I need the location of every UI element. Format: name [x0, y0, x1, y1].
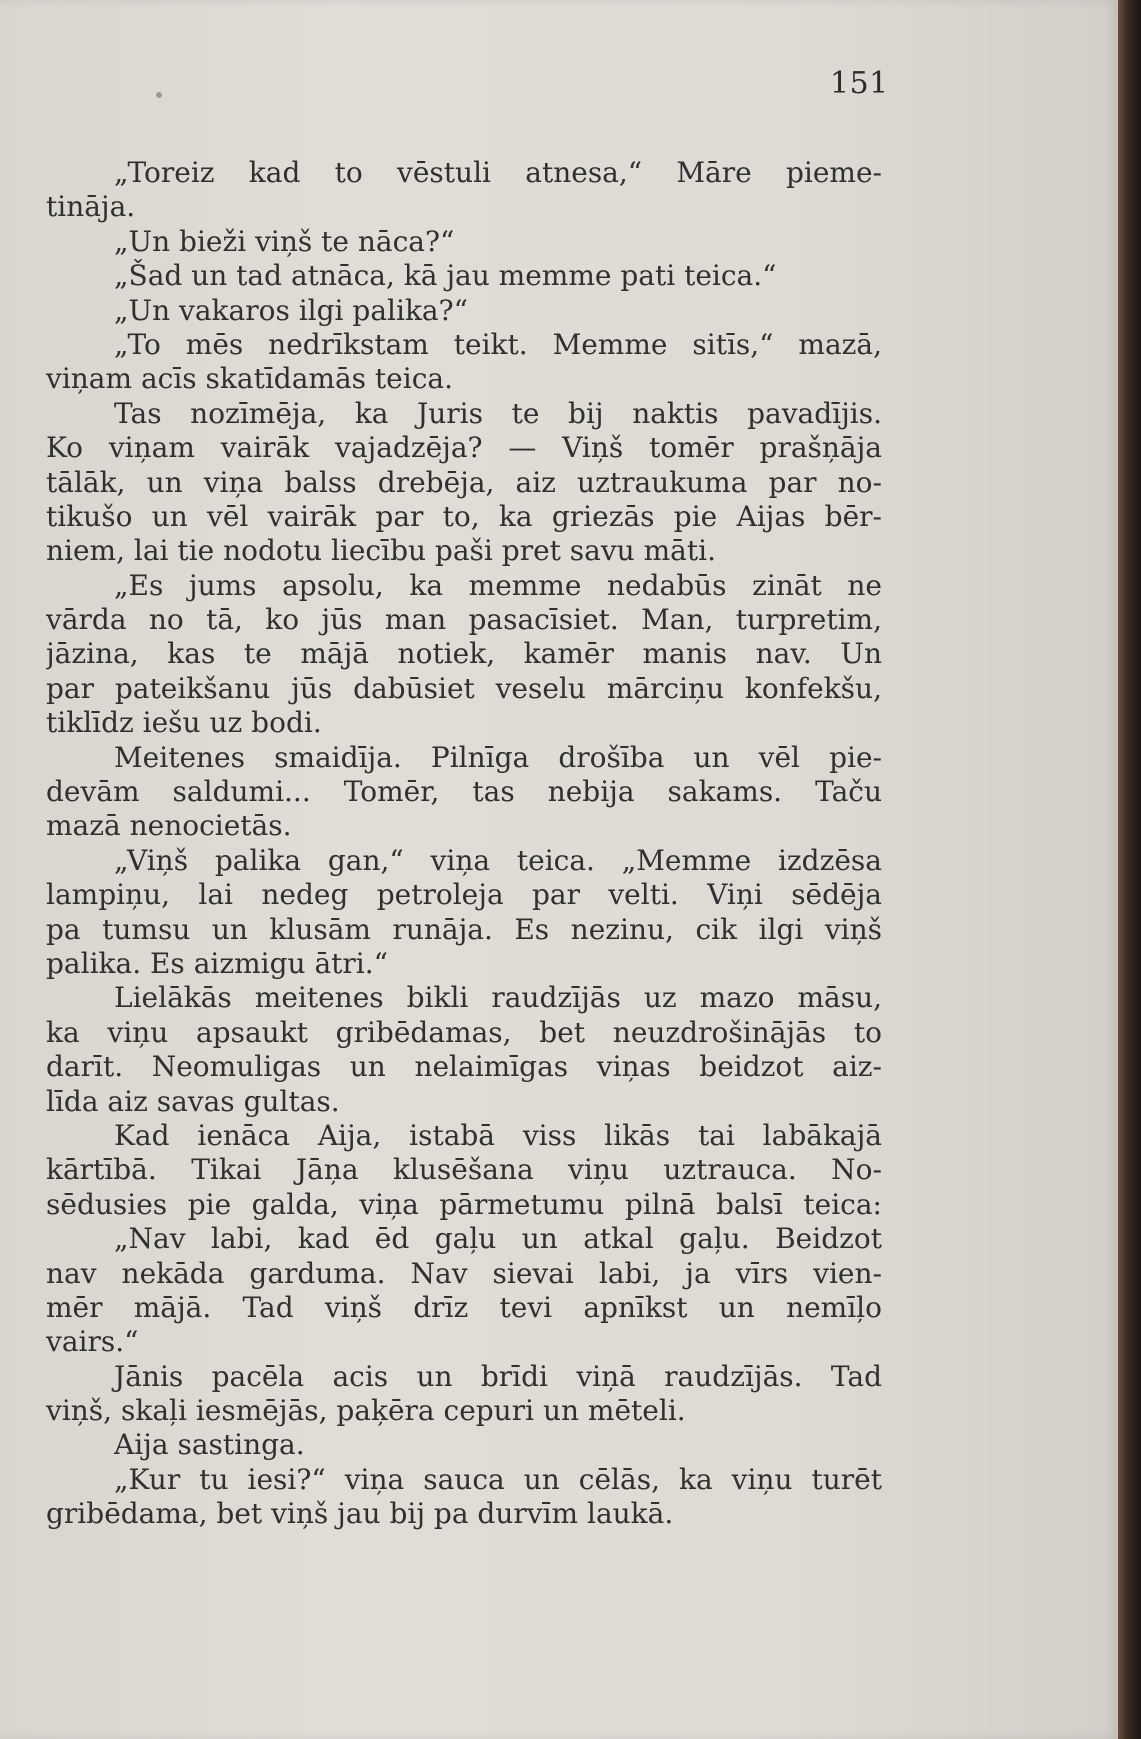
text-line: „Un vakaros ilgi palika?“	[114, 293, 468, 327]
text-line: „Viņš palika gan,“ viņa teica. „Memme izdzēsa	[114, 843, 882, 877]
book-spine-edge	[1118, 0, 1141, 1739]
text-line: sēdusies pie galda, viņa pārmetumu pilnā balsī teica:	[46, 1187, 882, 1221]
text-line: viņš, skaļi iesmējās, paķēra cepuri un mēteli.	[46, 1394, 686, 1428]
page-number: 151	[830, 66, 889, 101]
text-line: mazā nenocietās.	[46, 809, 292, 843]
text-line: par pateikšanu jūs dabūsiet veselu mārciņu konfekšu,	[46, 671, 882, 705]
text-line: „Es jums apsolu, ka memme nedabūs zināt ne	[114, 568, 882, 602]
text-line: Lielākās meitenes bikli raudzījās uz mazo māsu,	[114, 981, 882, 1015]
body-text	[46, 156, 882, 1532]
text-line: „Nav labi, kad ēd gaļu un atkal gaļu. Beidzot	[114, 1222, 882, 1256]
text-line: jāzina, kas te mājā notiek, kamēr manis nav. Un	[46, 637, 882, 671]
text-line: „Toreiz kad to vēstuli atnesa,“ Māre pieme-	[114, 156, 882, 189]
text-line: līda aiz savas gultas.	[46, 1084, 340, 1118]
text-line: darīt. Neomuligas un nelaimīgas viņas beidzot aiz-	[46, 1050, 882, 1084]
text-line: vairs.“	[46, 1325, 139, 1359]
text-line: Tas nozīmēja, ka Juris te bij naktis pavadījis.	[114, 396, 882, 430]
text-line: „Un bieži viņš te nāca?“	[114, 224, 455, 258]
text-line: „Šad un tad atnāca, kā jau memme pati teica.“	[114, 259, 777, 293]
text-line: pa tumsu un klusām runāja. Es nezinu, cik ilgi viņš	[46, 912, 882, 946]
text-line: Aija sastinga.	[114, 1428, 305, 1462]
text-line: niem, lai tie nodotu liecību paši pret savu māti.	[46, 534, 716, 568]
text-line: tālāk, un viņa balss drebēja, aiz uztraukuma par no-	[46, 465, 882, 499]
text-line: ka viņu apsaukt gribēdamas, bet neuzdrošinājās to	[46, 1015, 882, 1049]
text-line: tiklīdz iešu uz bodi.	[46, 706, 322, 740]
text-line: „Kur tu iesi?“ viņa sauca un cēlās, ka viņu turēt	[114, 1462, 882, 1496]
text-line: Ko viņam vairāk vajadzēja? — Viņš tomēr prašņāja	[46, 431, 882, 465]
text-line: tikušo un vēl vairāk par to, ka griezās pie Aijas bēr-	[46, 499, 882, 533]
text-line: nav nekāda garduma. Nav sievai labi, ja vīrs vien-	[46, 1256, 882, 1290]
text-line: gribēdama, bet viņš jau bij pa durvīm laukā.	[46, 1497, 674, 1531]
text-line: mēr mājā. Tad viņš drīz tevi apnīkst un nemīļo	[46, 1290, 882, 1324]
text-line: kārtībā. Tikai Jāņa klusēšana viņu uztrauca. No-	[46, 1153, 882, 1187]
text-line: Meitenes smaidīja. Pilnīga drošība un vēl pie-	[114, 740, 882, 774]
text-line: tināja.	[46, 190, 136, 224]
text-line: palika. Es aizmigu ātri.“	[46, 946, 388, 980]
text-line: Jānis pacēla acis un brīdi viņā raudzījās. Tad	[114, 1359, 882, 1393]
text-line: viņam acīs skatīdamās teica.	[46, 362, 453, 396]
text-line: vārda no tā, ko jūs man pasacīsiet. Man, turpretim,	[46, 603, 882, 637]
text-line: devām saldumi... Tomēr, tas nebija sakams. Taču	[46, 775, 882, 809]
text-line: Kad ienāca Aija, istabā viss likās tai labākajā	[114, 1118, 882, 1152]
text-line: „To mēs nedrīkstam teikt. Memme sitīs,“ mazā,	[114, 327, 882, 361]
print-speck	[156, 92, 162, 98]
text-line: lampiņu, lai nedeg petroleja par velti. Viņi sēdēja	[46, 878, 882, 912]
